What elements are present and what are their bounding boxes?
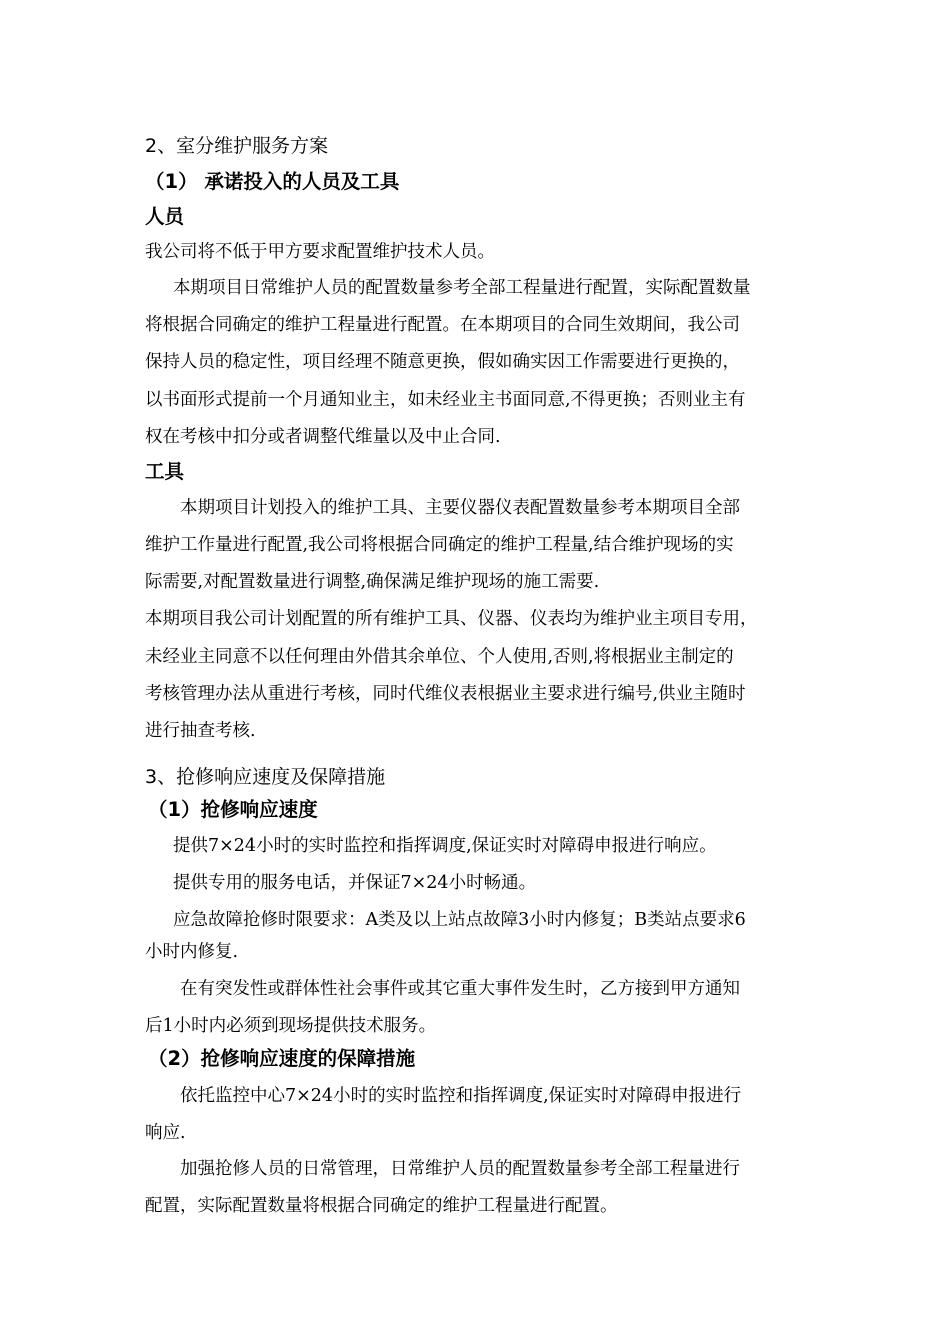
paragraph-line: 加强抢修人员的日常管理，日常维护人员的配置数量参考全部工程量进行 [180,1159,740,1179]
paragraph-line: 将根据合同确定的维护工程量进行配置。在本期项目的合同生效期间，我公司 [145,315,740,335]
paragraph-line: 配置，实际配置数量将根据合同确定的维护工程量进行配置。 [145,1196,618,1216]
paragraph-line: 在有突发性或群体性社会事件或其它重大事件发生时，乙方接到甲方通知 [180,979,740,999]
paragraph-line: 本期项目日常维护人员的配置数量参考全部工程量进行配置，实际配置数量 [173,278,751,298]
section-heading: 2、室分维护服务方案 [145,135,329,157]
subsection-heading: （2）抢修响应速度的保障措施 [148,1047,416,1070]
paragraph-line: 进行抽查考核. [145,721,256,741]
paragraph-line: 以书面形式提前一个月通知业主，如未经业主书面同意,不得更换；否则业主有 [145,390,746,410]
topic-heading: 人员 [145,205,185,228]
section-heading: 3、抢修响应速度及保障措施 [145,766,386,788]
paragraph-line: 未经业主同意不以任何理由外借其余单位、个人使用,否则,将根据业主制定的 [145,647,734,667]
subsection-heading: （1）抢修响应速度 [148,798,318,821]
paragraph-line: 响应. [145,1123,186,1143]
paragraph-line: 本期项目计划投入的维护工具、主要仪器仪表配置数量参考本期项目全部 [180,498,740,518]
paragraph-line: 保持人员的稳定性，项目经理不随意更换，假如确实因工作需要进行更换的， [145,352,740,372]
paragraph-line: 依托监控中心7×24小时的实时监控和指挥调度,保证实时对障碍申报进行 [180,1086,742,1106]
paragraph-line: 权在考核中扣分或者调整代维量以及中止合同. [145,427,501,447]
paragraph-line: 小时内修复. [145,942,239,962]
paragraph-line: 应急故障抢修时限要求：A类及以上站点故障3小时内修复；B类站点要求6 [173,910,746,930]
topic-heading: 工具 [145,460,185,483]
subsection-heading: （1） 承诺投入的人员及工具 [145,170,400,193]
paragraph-line: 考核管理办法从重进行考核，同时代维仪表根据业主要求进行编号,供业主随时 [145,684,746,704]
paragraph-line: 后1小时内必须到现场提供技术服务。 [145,1016,437,1036]
paragraph-line: 提供专用的服务电话，并保证7×24小时畅通。 [173,873,537,893]
paragraph-line: 提供7×24小时的实时监控和指挥调度,保证实时对障碍申报进行响应。 [173,836,717,856]
paragraph-line: 我公司将不低于甲方要求配置维护技术人员。 [145,242,495,262]
paragraph-line: 本期项目我公司计划配置的所有维护工具、仪器、仪表均为维护业主项目专用， [145,609,758,629]
paragraph-line: 际需要,对配置数量进行调整,确保满足维护现场的施工需要. [145,572,600,592]
paragraph-line: 维护工作量进行配置,我公司将根据合同确定的维护工程量,结合维护现场的实 [145,535,734,555]
